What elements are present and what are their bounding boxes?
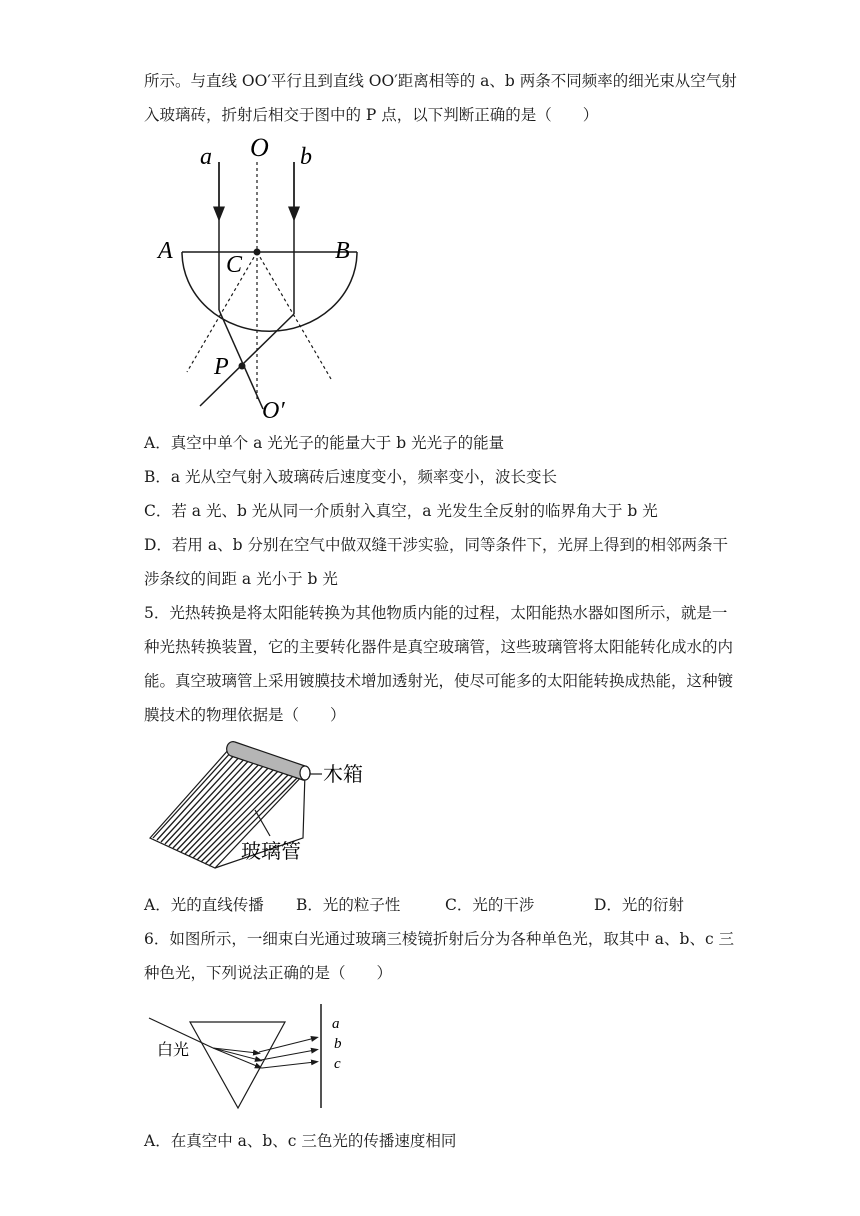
label-b: b <box>334 1036 342 1052</box>
label-B: B <box>335 238 350 264</box>
label-P: P <box>214 354 229 380</box>
point-p <box>239 363 246 370</box>
q5-text-line-1: 5．光热转换是将太阳能转换为其他物质内能的过程，太阳能热水器如图所示，就是一 <box>144 604 728 622</box>
label-o: O <box>250 133 269 162</box>
q5-option-a: A．光的直线传播 <box>144 896 264 914</box>
label-O-prime: O′ <box>262 398 285 424</box>
q5-text-line-4: 膜技术的物理依据是（ ） <box>144 706 346 724</box>
q5-option-d: D．光的衍射 <box>594 896 684 914</box>
q5-text-line-2: 种光热转换装置，它的主要转化器件是真空玻璃管，这些玻璃管将太阳能转化成水的内 <box>144 638 734 656</box>
q4-option-c: C．若 a 光、b 光从同一介质射入真空，a 光发生全反射的临界角大于 b 光 <box>144 502 658 520</box>
q6-text-line-1: 6．如图所示，一细束白光通过玻璃三棱镜折射后分为各种单色光，取其中 a、b、c 三 <box>144 930 735 948</box>
point-c <box>254 249 261 256</box>
label-glass-tube: 玻璃管 <box>241 839 301 863</box>
label-b: b <box>300 144 312 170</box>
q5-text-line-3: 能。真空玻璃管上采用镀膜技术增加透射光，使尽可能多的太阳能转换成热能，这种镀 <box>144 672 734 690</box>
q5-option-c: C．光的干涉 <box>445 896 535 914</box>
q6-text-line-2: 种色光，下列说法正确的是（ ） <box>144 964 393 982</box>
q6-option-a: A．在真空中 a、b、c 三色光的传播速度相同 <box>144 1132 457 1150</box>
label-a: a <box>332 1016 340 1032</box>
q4-option-d-line-2: 涉条纹的间距 a 光小于 b 光 <box>144 570 338 588</box>
q4-text-line-1: 所示。与直线 OO′平行且到直线 OO′距离相等的 a、b 两条不同频率的细光束从空气射 <box>144 72 737 90</box>
q4-option-b: B．a 光从空气射入玻璃砖后速度变小，频率变小，波长变长 <box>144 468 558 486</box>
label-a: a <box>200 144 212 170</box>
label-c: c <box>334 1056 341 1072</box>
prism <box>190 1022 285 1108</box>
q4-option-a: A．真空中单个 a 光光子的能量大于 b 光光子的能量 <box>144 434 505 452</box>
solar-heater-figure <box>145 738 375 878</box>
label-white-light: 白光 <box>157 1040 190 1059</box>
q4-option-d-line-1: D．若用 a、b 分别在空气中做双缝干涉实验，同等条件下，光屏上得到的相邻两条干 <box>144 536 728 554</box>
semicircle-glass-figure <box>150 132 370 422</box>
label-wooden-box: 木箱 <box>323 762 363 786</box>
label-C: C <box>226 252 243 278</box>
label-A: A <box>158 238 173 264</box>
q4-text-line-2: 入玻璃砖，折射后相交于图中的 P 点，以下判断正确的是（ ） <box>144 106 599 124</box>
glass-arc <box>182 252 357 331</box>
prism-figure <box>145 1000 365 1112</box>
ray-c <box>262 1062 315 1068</box>
q5-option-b: B．光的粒子性 <box>296 896 401 914</box>
